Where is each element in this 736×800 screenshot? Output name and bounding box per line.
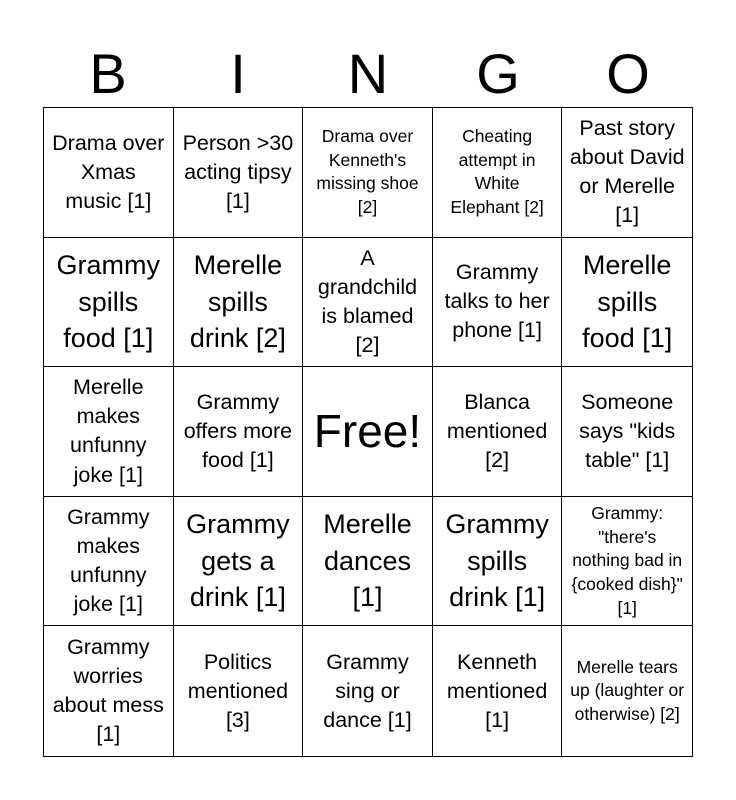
- bingo-cell[interactable]: Grammy makes unfunny joke [1]: [44, 497, 174, 627]
- bingo-cell[interactable]: Person >30 acting tipsy [1]: [174, 108, 304, 238]
- title-letter-i: I: [230, 42, 246, 105]
- bingo-cell[interactable]: Drama over Xmas music [1]: [44, 108, 174, 238]
- title-letter-n: N: [347, 42, 389, 105]
- bingo-cell[interactable]: Merelle dances [1]: [303, 497, 433, 627]
- bingo-cell[interactable]: Blanca mentioned [2]: [433, 367, 563, 497]
- bingo-cell[interactable]: Drama over Kenneth's missing shoe [2]: [303, 108, 433, 238]
- bingo-cell[interactable]: Grammy: "there's nothing bad in {cooked dish}" [1]: [562, 497, 692, 627]
- bingo-cell[interactable]: Grammy sing or dance [1]: [303, 626, 433, 756]
- free-space-cell[interactable]: Free!: [303, 367, 433, 497]
- bingo-cell[interactable]: Grammy worries about mess [1]: [44, 626, 174, 756]
- bingo-cell[interactable]: Merelle spills drink [2]: [174, 238, 304, 368]
- bingo-board: [43, 107, 693, 757]
- bingo-cell[interactable]: Kenneth mentioned [1]: [433, 626, 563, 756]
- bingo-cell[interactable]: Past story about David or Merelle [1]: [562, 108, 692, 238]
- bingo-cell[interactable]: Grammy spills drink [1]: [433, 497, 563, 627]
- bingo-cell[interactable]: A grandchild is blamed [2]: [303, 238, 433, 368]
- bingo-title: [43, 40, 693, 108]
- bingo-cell[interactable]: Politics mentioned [3]: [174, 626, 304, 756]
- bingo-cell[interactable]: Someone says "kids table" [1]: [562, 367, 692, 497]
- bingo-cell[interactable]: Grammy spills food [1]: [44, 238, 174, 368]
- bingo-cell[interactable]: Grammy talks to her phone [1]: [433, 238, 563, 368]
- bingo-cell[interactable]: Merelle makes unfunny joke [1]: [44, 367, 174, 497]
- title-letter-g: G: [476, 42, 520, 105]
- title-letter-o: O: [606, 42, 650, 105]
- bingo-cell[interactable]: Grammy offers more food [1]: [174, 367, 304, 497]
- bingo-cell[interactable]: Merelle spills food [1]: [562, 238, 692, 368]
- bingo-cell[interactable]: Grammy gets a drink [1]: [174, 497, 304, 627]
- title-letter-b: B: [89, 42, 127, 105]
- bingo-cell[interactable]: Cheating attempt in White Elephant [2]: [433, 108, 563, 238]
- bingo-cell[interactable]: Merelle tears up (laughter or otherwise) [2]: [570, 656, 685, 724]
